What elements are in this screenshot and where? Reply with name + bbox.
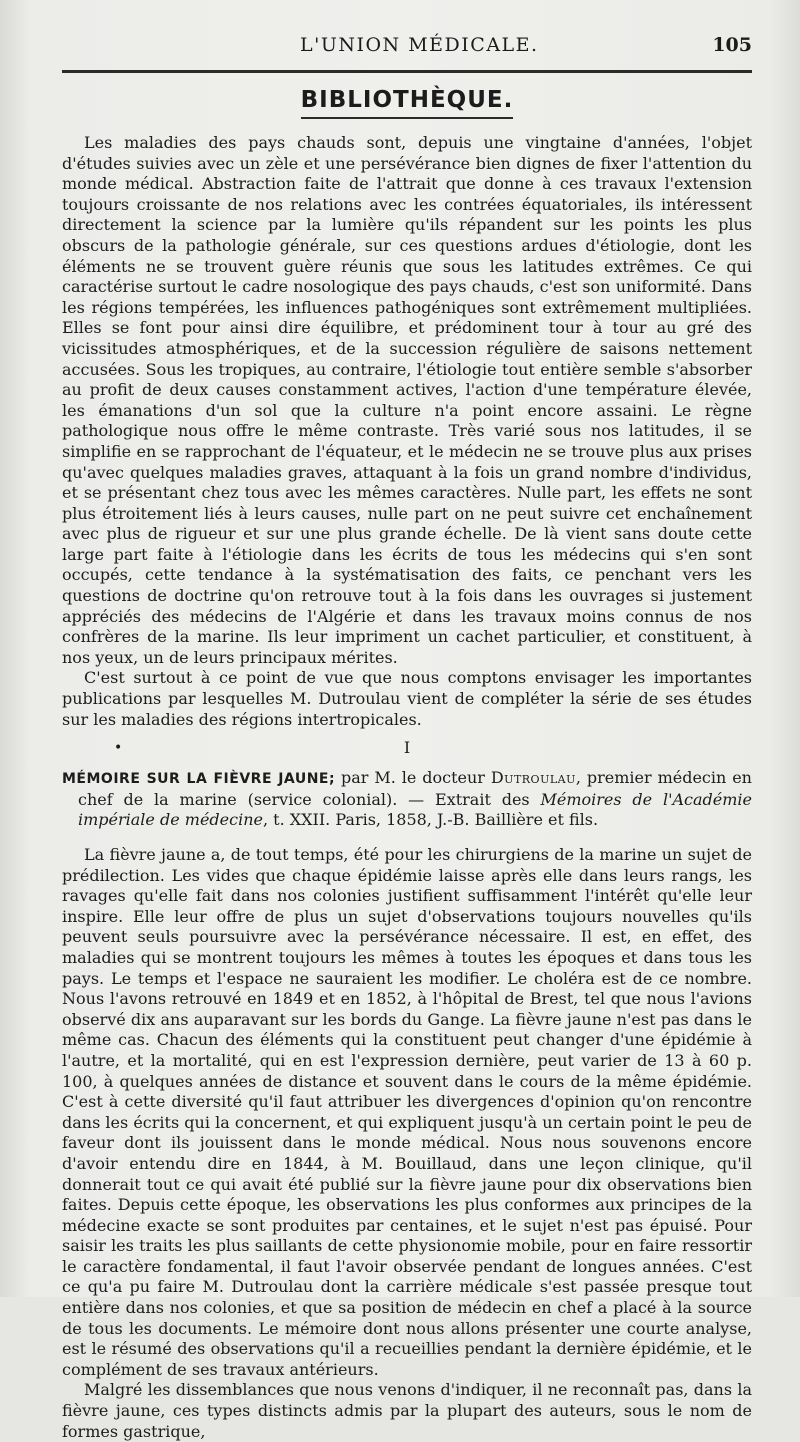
journal-title: L'UNION MÉDICALE. [300, 34, 539, 56]
part-heading [62, 730, 752, 766]
entry-details: , t. XXII. Paris, 1858, J.-B. Baillière et fils. [262, 810, 599, 830]
entry-title: MÉMOIRE SUR LA FIÈVRE JAUNE; [62, 771, 336, 788]
entry-role: , premier médecin en chef de la marine (service colonial). — Extrait des [78, 768, 752, 809]
part-numeral: I [403, 738, 411, 758]
entry-by: par M. le docteur [335, 768, 491, 788]
bullet-mark: • [114, 740, 123, 757]
section-title: BIBLIOTHÈQUE. [301, 87, 514, 119]
section-heading [62, 87, 752, 127]
intro-paragraph-1: Les maladies des pays chauds sont, depuis une vingtaine d'années, l'objet d'études suivies avec un zèle et une persévérance bien dignes de fixer l'attention du monde médical. Abstraction faite de l'attrait que donne à ces travaux l'extension toujours croissante de nos relations avec les contrées équatoriales, ils intéressent directement la science par la lumière qu'ils répandent sur les points les plus obscurs de la pathologie générale, sur ces questions ardues d'étiologie, dont les éléments ne se trouvent guère réunis que sous les latitudes extrêmes. Ce qui caractérise surtout le cadre nosologique des pays chauds, c'est son uniformité. Dans les régions tempérées, les influences pathogéniques sont extrêmement multipliées. Elles se font pour ainsi dire équilibre, et prédominent tour à tour au gré des vicissitudes atmosphériques, et de la succession régulière de saisons nettement accusées. Sous les tropiques, au contraire, l'étiologie tout entière semble s'absorber au profit de deux causes constamment actives, l'action d'une température élevée, les émanations d'un sol que la culture n'a point encore assaini. Le règne pathologique nous offre le même contraste. Très varié sous nos latitudes, il se simplifie en se rapprochant de l'équateur, et le médecin ne se trouve plus aux prises qu'avec quelques maladies graves, attaquant à la fois un grand nombre d'individus, et se présentant chez tous avec les mêmes caractères. Nulle part, les effets ne sont plus étroitement liés à leurs causes, nulle part on ne peut suivre cet enchaînement avec plus de rigueur et sur une plus grande échelle. De là vient sans doute cette large part faite à l'étiologie dans les écrits de tous les médecins qui s'en sont occupés, cette tendance à la systématisation des faits, ce penchant vers les questions de doctrine qu'on retrouve tout à la fois dans les ouvrages si justement appréciés des médecins de l'Algérie et dans les travaux moins connus de nos confrères de la marine. Ils leur impriment un cachet particulier, et constituent, à nos yeux, un de leurs principaux mérites. [62, 133, 752, 667]
bibliographic-entry [62, 768, 752, 831]
entry-publication: Mémoires de l'Académie impériale de médecine [78, 789, 752, 830]
entry-author: Dutroulau [490, 768, 576, 788]
body-paragraph-1: La fièvre jaune a, de tout temps, été pour les chirurgiens de la marine un sujet de prédilection. Les vides que chaque épidémie laisse après elle dans leurs rangs, les ravages qu'elle fait dans nos colonies justifient suffisamment l'intérêt qu'elle leur inspire. Elle leur offre de plus un sujet d'observations toujours nouvelles qu'ils peuvent seuls poursuivre avec la persévérance nécessaire. Il est, en effet, des maladies qui se montrent toujours les mêmes à toutes les époques et dans tous les pays. Le temps et l'espace ne sauraient les modifier. Le choléra est de ce nombre. Nous l'avons retrouvé en 1849 et en 1852, à l'hôpital de Brest, tel que nous l'avions observé dix ans auparavant sur les bords du Gange. La fièvre jaune n'est pas dans le même cas. Chacun des éléments qui la constituent peut changer d'une épidémie à l'autre, et la mortalité, qui en est l'expression dernière, peut varier de 13 à 60 p. 100, à quelques années de distance et souvent dans le cours de la même épidémie. C'est à cette diversité qu'il faut attribuer les divergences d'opinion qu'on rencontre dans les écrits qui la concernent, et qui expliquent jusqu'à un certain point le peu de faveur dont ils jouissent dans le monde médical. Nous nous souvenons encore d'avoir entendu dire en 1844, à M. Bouillaud, dans une leçon clinique, qu'il donnerait tout ce qui avait été publié sur la fièvre jaune pour dix observations bien faites. Depuis cette époque, les observations les plus conformes aux principes de la médecine exacte se sont produites par centaines, et le sujet n'est pas épuisé. Pour saisir les traits les plus saillants de cette physionomie mobile, pour en faire ressortir le caractère fondamental, il faut l'avoir observée pendant de longues années. C'est ce qu'a pu faire M. Dutroulau dont la carrière médicale s'est passée presque tout entière dans nos colonies, et que sa position de médecin en chef a placé à la source de tous les documents. Le mémoire dont nous allons présenter une courte analyse, est le résumé des observations qu'il a recueillies pendant la dernière épidémie, et le complément de ses travaux antérieurs. [62, 845, 752, 1379]
intro-paragraph-2: C'est surtout à ce point de vue que nous comptons envisager les importantes publications par lesquelles M. Dutroulau vient de compléter la série de ses études sur les maladies des régions intertropicales. [62, 668, 752, 729]
spacer [62, 831, 752, 845]
body-paragraph-2: Malgré les dissemblances que nous venons d'indiquer, il ne reconnaît pas, dans la fièvre jaune, ces types distincts admis par la plupart des auteurs, sous le nom de formes gastrique, [62, 1380, 752, 1441]
running-head [62, 0, 752, 73]
page-number: 105 [712, 34, 752, 56]
